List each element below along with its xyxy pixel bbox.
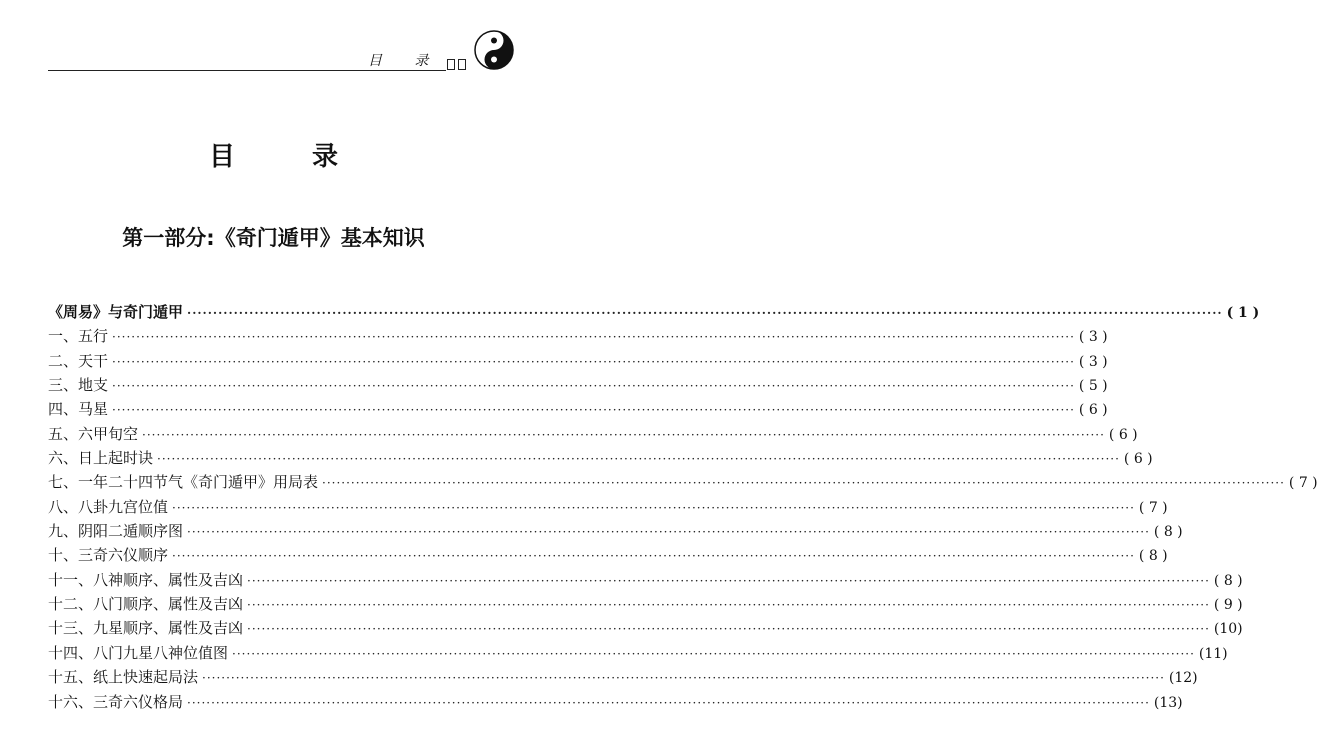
- toc-entry-label: 十二、八门顺序、属性及吉凶: [48, 595, 244, 614]
- toc-entry-page: ( 8 ): [1213, 572, 1243, 589]
- header-rule: [48, 70, 446, 71]
- running-header: [0, 0, 547, 90]
- toc-leader-dots: ········································································································································································································: [112, 379, 1075, 394]
- toc-leader-dots: ········································································································································································································: [232, 646, 1195, 661]
- toc-entry[interactable]: [48, 446, 1153, 470]
- header-box: [447, 59, 455, 70]
- page-title: 目 录: [208, 142, 373, 172]
- toc-entry-label: 五、六甲旬空: [48, 424, 139, 443]
- toc-entry-page: ( 3 ): [1078, 329, 1108, 346]
- toc-entry-label: 二、天干: [48, 351, 109, 370]
- toc-leader-dots: ········································································································································································································: [157, 452, 1120, 467]
- header-label: 目 录: [368, 53, 443, 69]
- toc-entry-label: 十五、纸上快速起局法: [48, 668, 199, 687]
- toc-entry-page: ( 8 ): [1138, 548, 1168, 565]
- toc-entry[interactable]: [48, 470, 1318, 494]
- toc-leader-dots: ········································································································································································································: [322, 476, 1285, 491]
- toc-leader-dots: ········································································································································································································: [172, 500, 1135, 515]
- toc-entry-label: 三、地支: [48, 376, 109, 395]
- toc-entry-label: 十六、三奇六仪格局: [48, 692, 184, 711]
- toc-entry[interactable]: [48, 349, 1108, 373]
- toc-entry[interactable]: [48, 568, 1243, 592]
- toc-entry[interactable]: [48, 324, 1108, 348]
- header-box: [458, 59, 466, 70]
- toc-leader-dots: ········································································································································································································: [142, 427, 1105, 442]
- toc-leader-dots: ········································································································································································································: [202, 671, 1165, 686]
- toc-entry[interactable]: [48, 373, 1108, 397]
- toc-leader-dots: ········································································································································································································: [112, 330, 1075, 345]
- yin-yang-icon: [474, 30, 514, 70]
- toc-entry-page: ( 1 ): [1226, 305, 1260, 321]
- toc-leader-dots: ········································································································································································································: [112, 354, 1075, 369]
- toc-entry-label: 一、五行: [48, 327, 109, 346]
- toc-entry-label: 八、八卦九宫位值: [48, 497, 169, 516]
- toc-entry-label: 四、马星: [48, 400, 109, 419]
- toc-leader-dots: ········································································································································································································: [187, 306, 1223, 320]
- toc-entry-page: ( 6 ): [1108, 426, 1138, 443]
- toc-entry-page: ( 9 ): [1213, 597, 1243, 614]
- toc-entry-page: ( 5 ): [1078, 378, 1108, 395]
- toc-entry-page: ( 8 ): [1153, 524, 1183, 541]
- toc-leader-dots: ········································································································································································································: [247, 598, 1210, 613]
- toc-entry-label: 九、阴阳二遁顺序图: [48, 522, 184, 541]
- toc-entry[interactable]: [48, 616, 1243, 640]
- toc-leader-dots: ········································································································································································································: [172, 549, 1135, 564]
- toc-entry[interactable]: [48, 519, 1183, 543]
- toc-entry[interactable]: [48, 397, 1108, 421]
- toc-leader-dots: ········································································································································································································: [187, 695, 1150, 710]
- toc-entry-label: 六、日上起时诀: [48, 449, 154, 468]
- toc-entry-label: 十四、八门九星八神位值图: [48, 643, 229, 662]
- header-boxes: [447, 59, 466, 70]
- toc-entry[interactable]: [48, 543, 1168, 567]
- toc-entry-page: ( 7 ): [1138, 499, 1168, 516]
- toc-entry[interactable]: [48, 690, 1183, 714]
- toc-entry-label: 十、三奇六仪顺序: [48, 546, 169, 565]
- toc-entry-page: ( 6 ): [1078, 402, 1108, 419]
- toc-entry-label: 《周易》与奇门遁甲: [48, 303, 184, 321]
- toc-entry[interactable]: [48, 592, 1243, 616]
- toc-entry-page: (11): [1198, 645, 1228, 662]
- toc-entry[interactable]: [48, 422, 1138, 446]
- toc-entry-page: ( 6 ): [1123, 451, 1153, 468]
- toc-leader-dots: ········································································································································································································: [187, 525, 1150, 540]
- toc-entry[interactable]: [48, 300, 1260, 324]
- toc-entry-label: 十一、八神顺序、属性及吉凶: [48, 570, 244, 589]
- toc-entry[interactable]: [48, 495, 1168, 519]
- toc-entry-page: (10): [1213, 621, 1243, 638]
- toc-entry-page: (13): [1153, 694, 1183, 711]
- toc-entry-page: ( 3 ): [1078, 353, 1108, 370]
- toc-entry[interactable]: [48, 641, 1228, 665]
- toc-leader-dots: ········································································································································································································: [247, 622, 1210, 637]
- toc-entry-label: 七、一年二十四节气《奇门遁甲》用局表: [48, 473, 319, 492]
- toc-leader-dots: ········································································································································································································: [112, 403, 1075, 418]
- toc-entry-page: (12): [1168, 670, 1198, 687]
- toc-entry-page: ( 7 ): [1288, 475, 1318, 492]
- section-title: 第一部分:《奇门遁甲》基本知识: [122, 226, 425, 250]
- toc-entry[interactable]: [48, 665, 1198, 689]
- table-of-contents: [48, 300, 1318, 714]
- toc-leader-dots: ········································································································································································································: [247, 573, 1210, 588]
- toc-entry-label: 十三、九星顺序、属性及吉凶: [48, 619, 244, 638]
